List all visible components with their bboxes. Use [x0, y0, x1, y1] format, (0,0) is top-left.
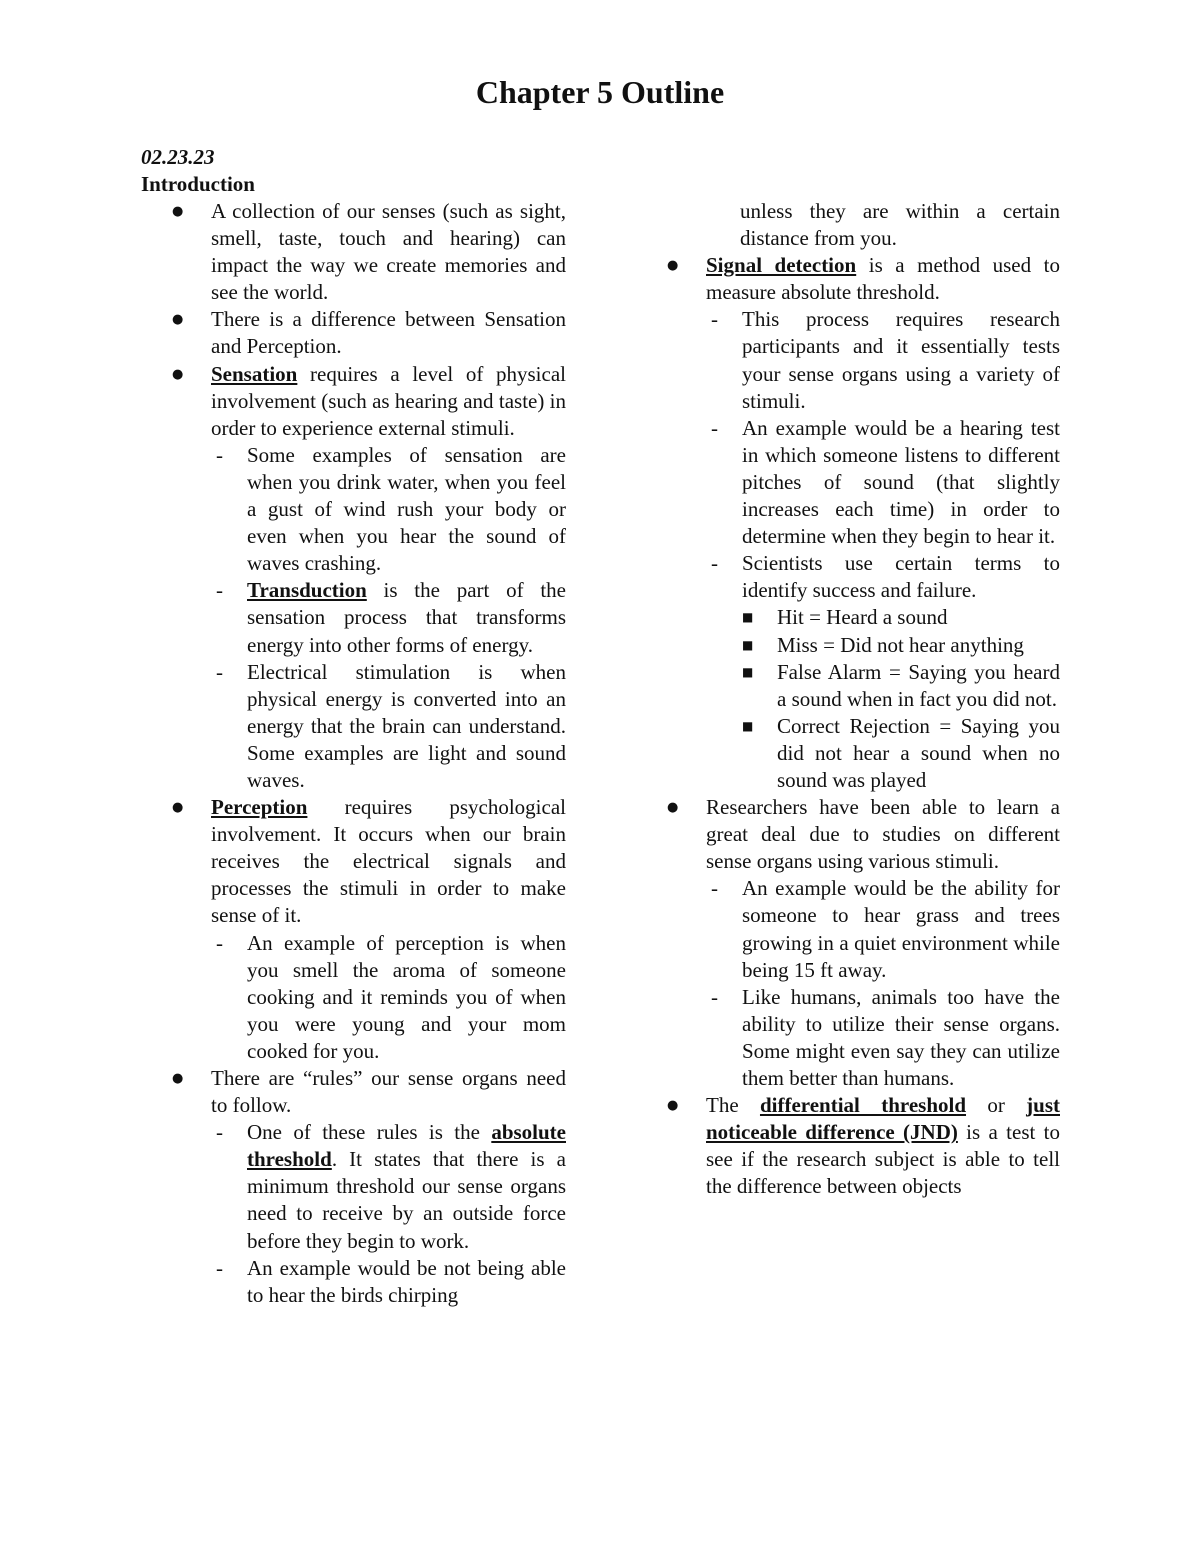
left-bullet-list [172, 198, 566, 1309]
list-item [172, 306, 566, 360]
sub-item-text: Electrical stimulation is when physical energy is converted into an energy that the brain can understand. Some examples are light and sound waves. [247, 659, 566, 792]
sub-list-item [706, 875, 1060, 983]
bullet-text: There are “rules” our sense organs need to follow. [211, 1066, 566, 1118]
bullet-text: is a test to see if the research subject is able to tell the difference between objects [706, 1120, 1060, 1199]
bullet-text: requires a level of physical involvement (such as hearing and taste) in order to experience external stimuli. [211, 361, 566, 440]
sub-item-text: An example would be not being able to hear the birds chirping [247, 1255, 566, 1307]
list-item [172, 1065, 566, 1309]
date-heading: 02.23.23 [141, 145, 215, 169]
bullet-text: Researchers have been able to learn a great deal due to studies on different sense organs using various stimuli. [706, 795, 1060, 874]
sub-item-text: Like humans, animals too have the ability to utilize their sense organs. Some might even say they can utilize them better than humans. [742, 984, 1060, 1090]
list-item [667, 252, 1060, 794]
term-perception: Perception [211, 795, 308, 820]
bullet-text: is a method used to measure absolute threshold. [706, 253, 1060, 305]
term-sensation: Sensation [211, 361, 298, 386]
sub-list [211, 1119, 566, 1309]
sub-item-text: is the part of the sensation process that transforms energy into other forms of energy. [247, 578, 566, 657]
sub-list [706, 306, 1060, 794]
sub-list [706, 875, 1060, 1092]
list-item [172, 198, 566, 306]
square-item-text: False Alarm = Saying you heard a sound when in fact you did not. [777, 659, 1060, 711]
list-item [667, 1092, 1060, 1200]
square-list-item [742, 604, 1060, 631]
left-column [172, 198, 566, 1309]
sub-list-item [211, 930, 566, 1065]
sub-list-item [706, 984, 1060, 1092]
list-item [667, 794, 1060, 1092]
right-bullet-list [667, 252, 1060, 1200]
sub-item-text: An example would be the ability for someone to hear grass and trees growing in a quiet environment while being 15 ft away. [742, 876, 1060, 982]
sub-item-text: This process requires research participants and it essentially tests your sense organs using a variety of stimuli. [742, 307, 1060, 413]
sub-item-text: An example would be a hearing test in which someone listens to different pitches of sound (that slightly increases each time) in order to determine when they begin to hear it. [742, 415, 1060, 549]
square-item-text: Hit = Heard a sound [777, 605, 948, 630]
sub-item-text: An example of perception is when you smell the aroma of someone cooking and it reminds you of when you were young and your mom cooked for you. [247, 930, 566, 1063]
sub-list-item [211, 577, 566, 658]
sub-list-item [706, 415, 1060, 550]
list-item [172, 794, 566, 1065]
bullet-text: A collection of our senses (such as sight, smell, taste, touch and hearing) can impact the way we create memories and see the world. [211, 199, 566, 305]
continued-text: unless they are within a certain distance from you. [740, 199, 1060, 251]
sub-item-text: . It states that there is a minimum threshold our sense organs need to receive by an outside force before they begin to work. [247, 1147, 566, 1253]
square-list-item [742, 713, 1060, 794]
square-list-item [742, 632, 1060, 659]
term-transduction: Transduction [247, 578, 367, 603]
sub-list [211, 930, 566, 1065]
square-list-item [742, 659, 1060, 713]
bullet-text: requires psychological involvement. It occurs when our brain receives the electrical signals and processes the stimuli in order to make sense of it. [211, 795, 566, 928]
bullet-text: The [706, 1093, 760, 1118]
term-just-noticeable-difference: just noticeable difference (JND) [706, 1093, 1060, 1145]
term-signal-detection: Signal detection [706, 253, 857, 278]
term-absolute-threshold: absolute threshold [247, 1120, 566, 1172]
sub-list-item [706, 550, 1060, 794]
list-item [172, 361, 566, 795]
sub-list-item [211, 1119, 566, 1254]
section-heading: Introduction [141, 172, 255, 196]
sub-item-text: Some examples of sensation are when you drink water, when you feel a gust of wind rush your body or even when you hear the sound of waves crashing. [247, 442, 566, 576]
sub-list-item [706, 306, 1060, 414]
sub-list-item [211, 442, 566, 577]
sub-list-item [211, 659, 566, 794]
right-column [667, 198, 1060, 1200]
sub-list-item [211, 1255, 566, 1309]
square-item-text: Correct Rejection = Saying you did not hear a sound when no sound was played [777, 713, 1060, 792]
term-differential-threshold: differential threshold [759, 1093, 967, 1118]
bullet-text: There is a difference between Sensation and Perception. [211, 307, 566, 359]
sub-item-text: One of these rules is the [247, 1120, 492, 1145]
bullet-text: or [966, 1093, 1027, 1118]
document-title: Chapter 5 Outline [475, 74, 725, 110]
square-list [742, 604, 1060, 794]
sub-list [211, 442, 566, 794]
sub-item-text: Scientists use certain terms to identify success and failure. [742, 551, 1060, 603]
square-item-text: Miss = Did not hear anything [777, 632, 1024, 657]
